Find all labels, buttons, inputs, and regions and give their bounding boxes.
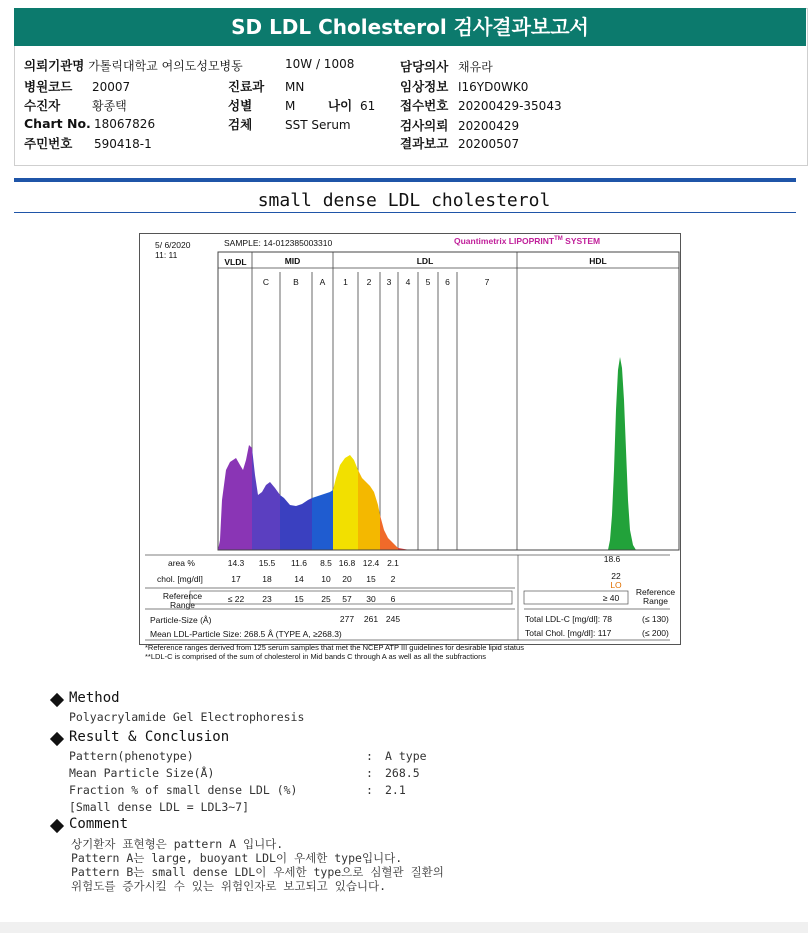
result-value-size: 268.5 (385, 766, 420, 780)
chol-a: 10 (321, 574, 331, 584)
ref-1: 57 (342, 594, 352, 604)
info-sex: 성별 M (228, 98, 296, 113)
ldl3-peak (380, 515, 398, 550)
ldl2-peak (358, 470, 380, 550)
group-ldl: LDL (416, 256, 434, 266)
mid-c-peak (252, 448, 280, 550)
report-title: SD LDL Cholesterol 검사결과보고서 (14, 8, 806, 46)
band-3: 3 (386, 277, 392, 287)
ref-2: 30 (366, 594, 376, 604)
info-ward: 10W / 1008 (285, 57, 355, 71)
result-title: Result & Conclusion (69, 729, 230, 745)
info-report-date: 결과보고 20200507 (400, 136, 520, 151)
size-3: 245 (385, 614, 401, 624)
row-label-reference-right: Reference Range (635, 587, 676, 606)
lipoprint-date: 5/ 6/2020 (155, 240, 191, 250)
chol-c: 18 (262, 574, 272, 584)
comment-line-2: Pattern A는 large, buoyant LDL이 우세한 type입니다. (71, 851, 403, 865)
band-6: 6 (445, 277, 450, 287)
footnote-1: *Reference ranges derived from 125 serum samples that met the NCEP ATP III guidelines for desirable lipid status (145, 643, 524, 652)
mid-a-peak (312, 490, 333, 550)
info-request-date: 검사의뢰 20200429 (400, 118, 520, 133)
result-value-pattern: A type (385, 749, 427, 763)
total-chol: Total Chol. [mg/dl]: 117 (525, 628, 612, 638)
band-b: B (293, 277, 299, 287)
ldl1-peak (333, 455, 358, 550)
row-label-particle-size: Particle-Size (Å) (150, 615, 212, 625)
band-7: 7 (484, 277, 490, 287)
comment-line-4: 위험도를 증가시킬 수 있는 위험인자로 보고되고 있습니다. (71, 879, 387, 893)
result-sep-2: : (366, 766, 373, 780)
row-label-chol: chol. [mg/dl] (157, 574, 203, 584)
chol-b: 14 (294, 574, 304, 584)
info-clinical: 임상정보 I16YD0WK0 (400, 79, 529, 94)
lipoprint-time: 11: 11 (155, 250, 178, 260)
group-vldl: VLDL (224, 257, 247, 267)
area-1: 16.8 (338, 558, 356, 568)
result-label-pattern: Pattern(phenotype) (69, 749, 194, 763)
band-5: 5 (425, 277, 431, 287)
total-ldl-ref: (≤ 130) (642, 614, 669, 624)
info-department: 진료과 MN (228, 79, 305, 94)
area-vldl: 14.3 (227, 558, 245, 568)
footnote-2: **LDL-C is comprised of the sum of cholesterol in Mid bands C through A as well as all the subfractions (145, 652, 487, 661)
info-patient: 수진자 황종택 (24, 98, 127, 113)
size-2: 261 (363, 614, 379, 624)
comment-line-1: 상기환자 표현형은 pattern A 입니다. (71, 837, 284, 851)
bottom-bar (0, 922, 808, 933)
band-1: 1 (343, 277, 348, 287)
result-label-size: Mean Particle Size(Å) (69, 766, 215, 780)
chol-1: 20 (342, 574, 352, 584)
group-hdl: HDL (589, 256, 607, 266)
hdl-flag-lo: LO (610, 580, 622, 590)
ref-hdl: ≥ 40 (602, 593, 620, 603)
comment-line-3: Pattern B는 small dense LDL이 우세한 type으로 심혈관 질환의 (71, 865, 444, 879)
comment-title: Comment (69, 816, 129, 832)
info-chart-no: Chart No. 18067826 (24, 116, 156, 131)
info-receipt-no: 접수번호 20200429-35043 (400, 98, 562, 113)
info-doctor: 담당의사 채유라 (400, 59, 493, 74)
group-mid: MID (284, 256, 301, 266)
method-title: Method (69, 690, 120, 706)
area-a: 8.5 (320, 558, 332, 568)
lipoprint-sample: SAMPLE: 14-012385003310 (224, 238, 333, 248)
result-label-fraction: Fraction % of small dense LDL (%) (69, 783, 298, 797)
mean-ldl-size: Mean LDL-Particle Size: 268.5 Å (TYPE A, ≥268.3) (150, 629, 342, 639)
area-hdl: 18.6 (603, 554, 621, 564)
chol-vldl: 17 (231, 574, 241, 584)
area-2: 12.4 (362, 558, 380, 568)
chol-2: 15 (366, 574, 376, 584)
info-age: 나이 61 (328, 98, 376, 113)
ref-b: 15 (294, 594, 304, 604)
info-institution: 의뢰기관명 가톨릭대학교 여의도성모병동 (24, 58, 243, 73)
info-hospital-code: 병원코드 20007 (24, 79, 131, 94)
chol-3: 2 (390, 574, 396, 584)
method-text: Polyacrylamide Gel Electrophoresis (69, 710, 305, 724)
mid-b-peak (280, 495, 312, 550)
result-sep-1: : (366, 749, 373, 763)
result-sep-3: : (366, 783, 373, 797)
hdl-peak (608, 357, 636, 550)
lipoprint-brand: Quantimetrix LIPOPRINT™ SYSTEM (454, 236, 601, 246)
total-ldl: Total LDL-C [mg/dl]: 78 (525, 614, 612, 624)
section-title: small dense LDL cholesterol (257, 190, 551, 211)
total-chol-ref: (≤ 200) (642, 628, 669, 638)
size-1: 277 (339, 614, 355, 624)
band-a: A (319, 277, 326, 287)
band-4: 4 (405, 277, 411, 287)
ref-c: 23 (262, 594, 272, 604)
row-label-reference: Reference Range (162, 591, 203, 610)
band-2: 2 (366, 277, 372, 287)
area-c: 15.5 (258, 558, 276, 568)
info-resident-no: 주민번호 590418-1 (24, 136, 152, 151)
vldl-peak (218, 445, 252, 550)
area-b: 11.6 (291, 558, 307, 568)
chol-hdl: 22 (611, 571, 621, 581)
row-label-area: area % (168, 558, 195, 568)
ref-vldl: ≤ 22 (227, 594, 245, 604)
result-note: [Small dense LDL = LDL3~7] (69, 800, 250, 814)
info-specimen: 검체 SST Serum (228, 117, 351, 132)
result-value-fraction: 2.1 (385, 783, 406, 797)
ref-a: 25 (321, 594, 331, 604)
ref-3: 6 (390, 594, 396, 604)
area-3: 2.1 (387, 558, 399, 568)
band-c: C (262, 277, 270, 287)
